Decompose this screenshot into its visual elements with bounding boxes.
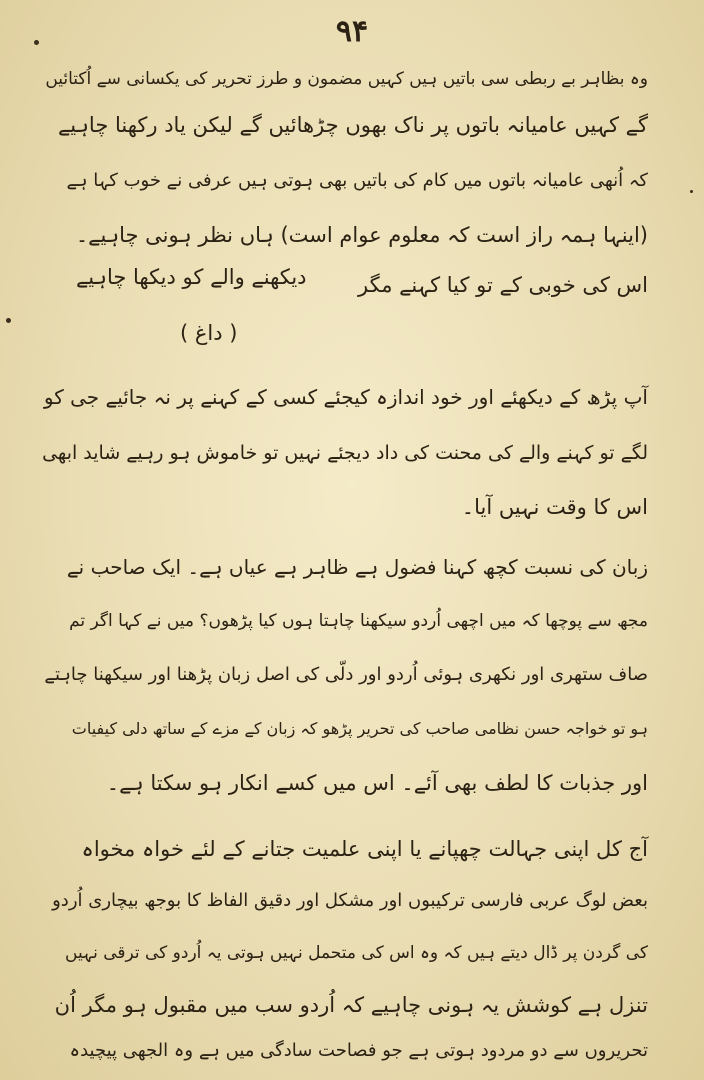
text-line: آج کل اپنی جہالت چھپانے یا اپنی علمیت جتانے کے لئے خواہ مخواہ (81, 837, 648, 861)
paper-speck (6, 318, 11, 323)
text-line: ہو تو خواجہ حسن نظامی صاحب کی تحریر پڑھو کہ زبان کے مزے کے ساتھ دلی کیفیات (71, 719, 648, 738)
text-line: بعض لوگ عربی فارسی ترکیبوں اور مشکل اور دقیق الفاظ کا بوجھ بیچاری اُردو (52, 890, 648, 911)
page-number: ۹۴ (335, 14, 369, 49)
text-line: آپ پڑھ کے دیکھئے اور خود اندازہ کیجئے کسی کے کہنے پر نہ جائیے جی کو (43, 385, 648, 409)
text-line: تنزل ہے کوشش یہ ہونی چاہیے کہ اُردو سب میں مقبول ہو مگر اُن (54, 993, 648, 1017)
text-line: تحریروں سے دو مردود ہوتی ہے جو فصاحت سادگی میں ہے وہ الجھی پیچیدہ (69, 1040, 648, 1061)
text-line: صاف ستھری اور نکھری ہوئی اُردو اور دلّی کی اصل زبان پڑھنا اور سیکھنا چاہتے (44, 664, 648, 685)
text-line: کی گردن پر ڈال دیتے ہیں کہ وہ اس کی متحمل نہیں ہوتی یہ اُردو کی ترقی نہیں (65, 943, 648, 963)
poet-attribution: ( داغ ) (180, 321, 238, 345)
paper-speck (34, 40, 39, 45)
text-line: گے کہیں عامیانہ باتوں پر ناک بھوں چڑھائیں گے لیکن یاد رکھنا چاہیے (57, 113, 648, 137)
text-line: وہ بظاہر بے ربطی سی باتیں ہیں کہیں مضمون و طرز تحریر کی یکسانی سے اُکتائیں (45, 69, 648, 89)
text-line: کہ اُنھی عامیانہ باتوں میں کام کی باتیں بھی ہوتی ہیں عرفی نے خوب کہا ہے (66, 170, 648, 191)
text-line: (اینہا ہمہ راز است کہ معلوم عوام است) ہاں نظر ہونی چاہیے۔ (75, 223, 648, 247)
text-line: اور جذبات کا لطف بھی آئے۔ اس میں کسے انکار ہو سکتا ہے۔ (106, 771, 648, 795)
text-line: لگے تو کہنے والے کی محنت کی داد دیجئے نہیں تو خاموش ہو رہیے شاید ابھی (42, 442, 648, 464)
couplet-second-hemistich: دیکھنے والے کو دیکھا چاہیے (76, 265, 307, 289)
text-line: اس کا وقت نہیں آیا۔ (461, 495, 648, 519)
text-line: مجھ سے پوچھا کہ میں اچھی اُردو سیکھنا چاہتا ہوں کیا پڑھوں؟ میں نے کہا اگر تم (69, 611, 648, 631)
paper-speck (690, 190, 693, 193)
couplet-first-hemistich: اس کی خوبی کے تو کیا کہنے مگر (358, 273, 648, 297)
text-line: زبان کی نسبت کچھ کہنا فضول ہے ظاہر ہے عیاں ہے۔ ایک صاحب نے (66, 555, 648, 579)
